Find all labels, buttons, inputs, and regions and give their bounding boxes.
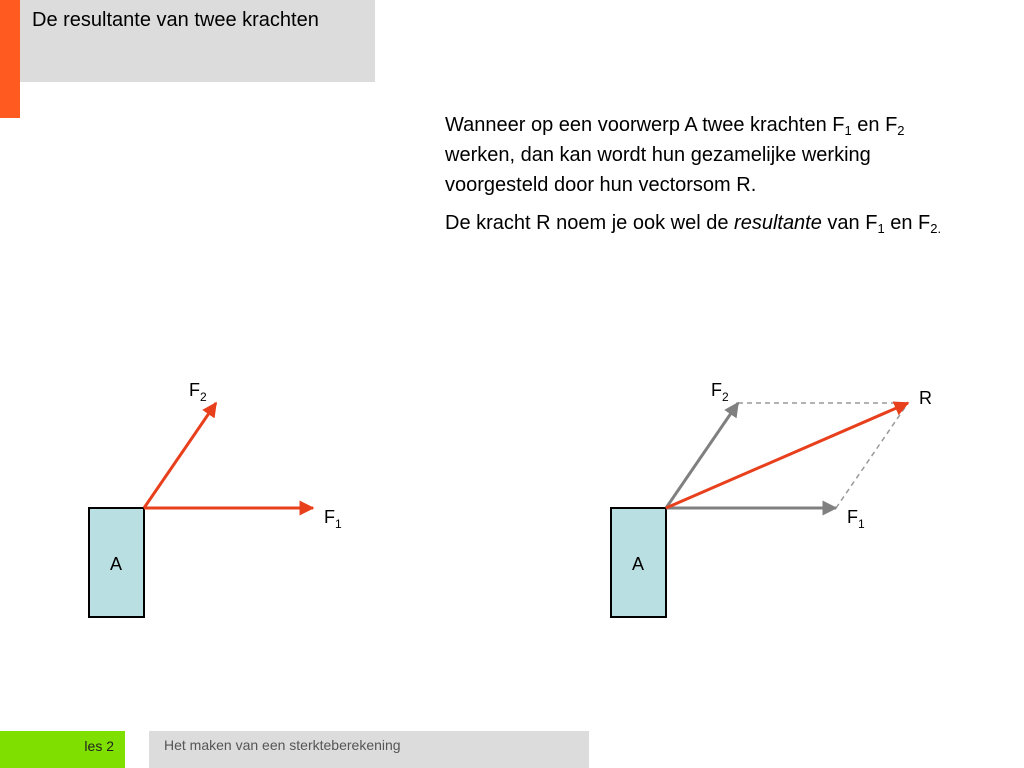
right-diagram: [611, 380, 932, 617]
lesson-number: les 2: [84, 738, 114, 754]
paragraph-2: De kracht R noem je ook wel de resultante van $F_1$ en $F_{2.}$: [445, 212, 942, 236]
left-f1-label: $F_1$: [324, 507, 342, 531]
right-f2-label: $F_2$: [711, 380, 729, 404]
footer-lesson-box: [0, 731, 125, 768]
paragraph-1: Wanneer op een voorwerp A twee krachten $F_1$ en $F_2$ werken, dan kan wordt hun gezamelijke werking voorgesteld door hun vectorsom R.: [445, 114, 905, 196]
left-f2-arrow: [144, 403, 216, 508]
footer-course-box: [149, 731, 589, 768]
left-object-label: A: [109, 554, 123, 574]
course-title: Het maken van een sterkteberekening: [164, 737, 401, 753]
right-object-label: A: [631, 554, 645, 574]
resultant-r-label: R: [919, 388, 932, 408]
page-title: De resultante van twee krachten: [32, 9, 319, 31]
right-f1-label: $F_1$: [847, 507, 865, 531]
left-diagram: [89, 380, 342, 617]
left-f2-label: $F_2$: [189, 380, 207, 404]
